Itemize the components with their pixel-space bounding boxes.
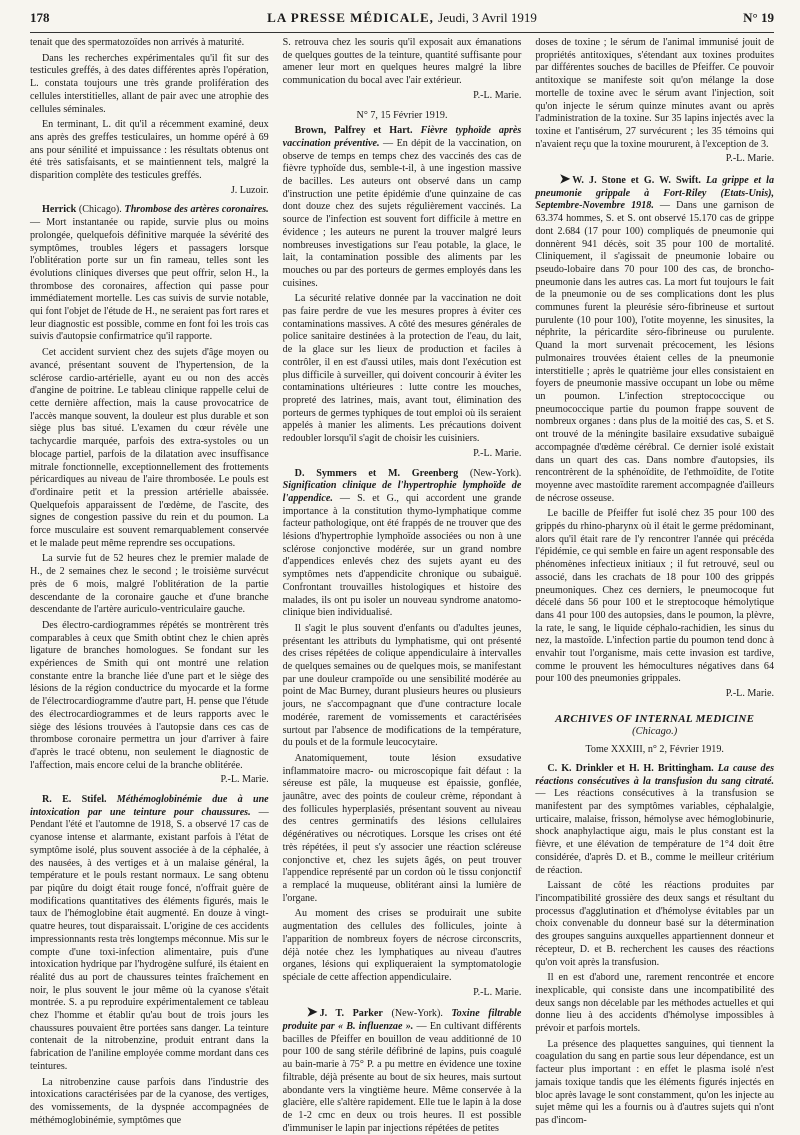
paragraph: Il s'agit le plus souvent d'enfants ou d'adultes jeunes, présentant les attributs du lymphatisme, qui ont présenté des crises répétées de colique appendiculaire à intervalles de quelques semaines ou de quelques mois, se manifestant par une douleur crampoïde ou une sensibilité modérée au point de Mac Burney, durant plusieurs heures ou plusieurs jours, ne s'accompagnant que d'une contracture locale modérée, rarement de vomissements et caractérisées surtout par l'absence de modifications de la température, du pouls et de la formule leucocytaire. xyxy=(282,622,522,749)
paragraph: La sécurité relative donnée par la vaccination ne doit pas faire perdre de vue les mesures propres à éviter ces contaminations massives. A côté des mesures générales de police sanitaire destinées à la protection de l'eau, du lait, de la glace sur les lieux de production et faciles à contrôler, il en est d'aussi utiles, mais dont l'exécution est plus difficile à surveiller, qui doivent concourir à éviter les contaminations ultérieures : lutte contre les mouches, propreté des latrines, mais, avant tout, élimination des porteurs de germes typhiques de tout emploi où ils seraient appelés à manier les aliments. Les précautions doivent redoubler lorsqu'il s'agit de choisir les cuisiniers. xyxy=(282,293,522,445)
signature: P.-L. Marie. xyxy=(725,688,775,700)
article-author: J. T. Parker xyxy=(319,1008,383,1020)
article-title: Méthémoglobinémie due à une intoxication par une teinture pour chaussures. xyxy=(30,794,269,818)
paragraph: Il en est d'abord une, rarement rencontrée et encore inexplicable, qui consiste dans une incompatibilité des deux sangs non décelable par les méthodes actuelles et qui donne lieu à des accidents d'hémolyse impossibles à prévoir et parfois mortels. xyxy=(535,972,775,1035)
article-author: C. K. Drinkler et H. H. Brittingham. xyxy=(547,762,714,774)
paragraph: doses de toxine ; le sérum de l'animal immunisé jouit de propriétés antitoxiques, s'étendant aux toxines produites par différentes souches de bacilles de Pfeiffer. Ce pouvoir antitoxique se manifeste soit qu'on mélange la dose mortelle de toxine avec le sérum avant l'injection, soit qu'on injecte le sérum quinze minutes avant ou après l'administration de la toxine. Sur 35 lapins injectés avec la toxine et l'antisérum, 27 survécurent ; les 35 témoins qui n'avaient reçu que la toxine moururent, à l'exception de 3. xyxy=(535,37,775,150)
article-text: — En cultivant différents bacilles de Pfeiffer en bouillon de veau additionné de 10 pour 100 de sang stérile défibriné de lapins, puis coagulé au bain-marie à 75° P. a pu mettre en évidence une toxine filtrable, déjà présente au bout de six heures, mais surtout abondante vers la vingtième heure. Même conservée à la glacière, elle s'altère rapidement. Elle tue le lapin à la dose de 1-2 cmc en deux ou trois heures. Il est possible d'immuniser le lapin par injections répétées de petites xyxy=(282,1021,522,1134)
paragraph: La nitrobenzine cause parfois dans l'industrie des intoxications caractérisées par de la cyanose, des vertiges, des vomissements, de la dyspnée accompagnées de méthémoglobinémie, symptômes que xyxy=(30,1076,269,1126)
paragraph: La survie fut de 52 heures chez le premier malade de H., de 2 semaines chez le second ; le troisième survécut près de 6 mois, malgré l'oblitération de la partie descendante de la coronaire gauche et d'une branche descendante de l'artère auriculo-ventriculaire gauche. xyxy=(30,553,269,616)
article-brown xyxy=(283,125,522,290)
paragraph: Anatomiquement, toute lésion exsudative inflammatoire macro- ou microscopique fait défaut : la séreuse est pâle, la muqueuse est épaissie, gonflée, jaunâtre, avec des points de couleur crème, répondant à des follicules hyperplasiés, présentant souvent au niveau des centres germinatifs des lésions cellulaires dégénératives ou nécrotiques. Lorsque les crises ont été très répétées, il peut s'y associer une réaction scléreuse conjonctive et, chez les sujets âgés, on peut trouver l'appendice représenté par un cordon où le tissu conjonctif a remplacé la muqueuse, oblitérant ainsi la lumière de l'organe. xyxy=(282,752,522,904)
section-journal-title: ARCHIVES OF INTERNAL MEDICINE xyxy=(555,712,755,725)
column-left xyxy=(30,37,269,1126)
section-journal-place: (Chicago.) xyxy=(632,725,678,737)
columns xyxy=(30,37,775,1134)
article-place: (Chicago). xyxy=(76,204,125,216)
article-title: La cause des réactions consécutives à la transfusion du sang citraté. xyxy=(535,762,775,787)
article-title: Thrombose des artères coronaires. xyxy=(124,204,269,216)
article-place: (New-York). xyxy=(458,467,522,479)
tome-line: Tome XXXIII, n° 2, Février 1919. xyxy=(585,744,724,756)
issue-date: Jeudi, 3 Avril 1919 xyxy=(438,10,537,25)
column-right xyxy=(535,37,775,1126)
article-text: — Pendant l'été et l'automne de 1918, S. a observé 17 cas de cyanose intense et alarmante, existant parfois à l'état de symptôme isolé, plus souvent associée à de la céphalée, à des nausées, à des vertiges et à un malaise général, la température et le pouls restant normaux. Le sang obtenu par piqûre du doigt était rouge foncé, n'offrait guère de modifications quantitatives des éléments figurés, mais le taux de l'hémoglobine était augmenté. En douze à vingt-quatre heures, tout disparaissait. L'origine de ces accidents impressionnants resta très longtemps méconnue. Mis sur le compte d'une toxi-infection alimentaire, puis d'une intoxication hydrique par l'hydrogène sulfuré, ils étaient en réalité dus au port de chaussures teintes fraîchement en noir, le plus souvent le jour même où la cyanose s'était montrée. S. a pu reproduire expérimentalement ce tableau chez l'homme et établir qu'au bout de trois jours les chaussures pouvaient être portées sans danger. La teinture contenait de la nitrobenzine, produit entrant dans la fabrication de l'aniline employée comme mordant dans ces teintures. xyxy=(30,806,269,1072)
article-place: (New-York). xyxy=(382,1008,452,1020)
signature: P.-L. Marie. xyxy=(473,447,522,459)
paragraph: Laissant de côté les réactions produites par l'incompatibilité grossière des deux sangs et résultant du processus d'agglutination et d'hémolyse évitables par un choix convenable du donneur basé sur la détermination des groupes sanguins auxquelles appartiennent donneur et récepteur, D. et B. recherchent les causes des réactions qu'on voit après la transfusion. xyxy=(535,880,775,968)
paragraph: La présence des plaquettes sanguines, qui tiennent la coagulation du sang en partie sous leur dépendance, est un facteur plus important : en effet le plasma isolé n'est jamais toxique tandis que les éléments figurés injectés en bloc après lavage le sont constamment, qu'on les injecte au sujet même qui les a fournis ou à d'autres sujets qui n'ont pas d'incom- xyxy=(535,1038,775,1126)
journal-title xyxy=(110,10,694,26)
page-number: 178 xyxy=(30,10,50,25)
article-title: Toxine filtrable produite par « B. influenzae ». xyxy=(282,1008,522,1033)
paragraph: Dans les recherches expérimentales qu'il fit sur des testicules greffés, à des dates différentes après l'opération, L. constata toujours une très grande prolifération des cellules interstitielles, allant de pair avec une atrophie des cellules séminales. xyxy=(30,52,269,115)
article-text: — Mort instantanée ou rapide, survie plus ou moins prolongée, quelquefois définitive marquée la sévérité des symptômes, troubles légers et passagers lorsque l'oblitération porte sur un fin rameau, telles sont les évolutions cliniques diverses que peut offrir, selon H., la thrombose des coronaires, affection qui passe pour immédiatement mortelle. Les cas suivis de survie notable, qui font l'objet de l'étude de H., ne seraient pas fort rares et leur diagnostic est possible, comme en font foi les trois cas suivis d'autopsie confirmatrice qu'il rapporte. xyxy=(30,217,269,343)
article-title: La grippe et la pneumonie grippale à Fort-Riley (Etats-Unis), Septembre-Novembre 1918. xyxy=(535,175,775,212)
paragraph: Cet accident survient chez des sujets d'âge moyen ou avancé, présentant souvent de l'hypertension, de la sclérose cardio-artérielle, ayant eu ou non des accès d'angine de poitrine. Le tableau clinique rappelle celui de cette dernière affection, mais la cause provocatrice de l'accès manque souvent, la douleur est plus durable et son siège plus bas situé. L'examen du cœur révèle une tachycardie marquée, parfois des extra-systoles ou un blocage partiel, parfois de la dilatation avec insuffisance mitrale fonctionnelle, exceptionnellement des frottements péricardiques au niveau de l'aire thrombosée. Le pouls est d'ordinaire petit et la pression artérielle abaissée. Quelquefois apparaissent de l'œdème, de l'ascite, des signes de congestion passive du rein et du poumon. La force musculaire est souvent remarquablement conservée et le malade peut même reprendre ses occupations. xyxy=(30,347,269,549)
article-text: — Dans une garnison de 63.374 hommes, S. et S. ont observé 15.170 cas de grippe dont 2.684 (17 pour 100) compliqués de pneumonie qui donnèrent 941 décès, soit 35 pour 100 de mortalité. Cliniquement, il s'agissait de pneumonie lobaire ou pseudo-lobaire dans 70 pour 100 des cas, de broncho-pneumonie dans les autres cas. La mort fut toujours le fait de la pneumonie ou de ses complications dont les plus communes furent la pleurésie séro-fibrineuse et surtout purulente (10 pour 100), l'otite moyenne, les sinusites, la néphrite, la péricardite séro-fibrineuse ou purulente. Quand la mort survenait précocement, les lésions pulmonaires trouvées étaient celles de la pneumonie interstitielle ; après le quatrième jour elles consistaient en foyers de pneumonie massive occupant un lobe ou même un poumon. L'infection streptococcique ou pneumococcique partie du poumon frappe souvent de nombreux organes : dans plus de la moitié des cas, S. et S. ont trouvé de la méningite basilaire exsudative subaiguë accompagnée d'œdème cérébral. Ce dernier isolé existait dans un quart des cas. Dans nombre d'autopsies, ils rencontrèrent de la sphénoïdite, de l'ethmoïdite, de l'otite moyenne avec mastoïdite rarement accompagnée d'ailleurs de nécrose osseuse. xyxy=(535,200,775,504)
article-text: — En dépit de la vaccination, on observe de temps en temps chez des vaccinés des cas de fièvre typhoïde dus, semble-t-il, à une ingestion massive de bacilles. Les auteurs ont observé dans un camp d'instruction une petite épidémie d'une quinzaine de cas dont douze chez des sujets régulièrement vaccinés. La source de l'infection est souvent fort difficile à mettre en évidence ; les auteurs ne purent la trouver malgré leurs nombreuses investigations sur l'eau potable, la glace, le lait, la contamination possible des aliments par les mouches ou par des porteurs de germes employés dans les cuisines. xyxy=(282,137,522,289)
article-author: Herrick xyxy=(42,204,77,216)
paragraph: Le bacille de Pfeiffer fut isolé chez 35 pour 100 des grippés du rhino-pharynx où il était le germe prédominant, alors qu'il était rare de l'y rencontrer l'année qui précéda l'épidémie, ce qui semble en faire un agent responsable des phénomènes infectieux initiaux ; il fut retrouvé, seul ou associé, dans les crachats de 18 pour 100 des grippés pneumoniques. Chez ces derniers, le pneumocoque fut décelé dans 56 pour 100 et le streptocoque hémolytique dans 41 pour 100 des autopsies, dans le poumon, la plèvre, la rate, le sang, le liquide céphalo-rachidien, les sinus du nez, la mastoïde. L'infection partie du poumon tend donc à envahir tout l'organisme, mais cette invasion est tardive, comme le prouvent les hémocultures négatives dans 64 pour 100 des pneumonies grippales. xyxy=(535,508,775,685)
article-title: Signification clinique de l'hypertrophie lymphoïde de l'appendice. xyxy=(282,480,522,504)
signature: P.-L. Marie. xyxy=(220,774,269,786)
article-drinkler xyxy=(535,763,774,877)
signature: P.-L. Marie. xyxy=(473,89,522,101)
margin-arrow-icon: ➤ xyxy=(559,171,571,187)
article-symmers xyxy=(283,468,522,620)
paragraph: Au moment des crises se produirait une subite augmentation des cellules des follicules, jointe à l'apparition de nombreux foyers de nécrose circonscrits, déjà notée chez les lymphatiques au niveau d'autres organes, lésions qui expliqueraient la symptomatologie spéciale de cette affection appendiculaire. xyxy=(282,908,522,983)
page-header xyxy=(30,10,774,33)
article-text: — Les réactions consécutives à la transfusion se manifestent par des symptômes variables, céphalalgie, urticaire, malaise, frisson, hémolyse avec hémoglobinurie, shock anaphylactique aigu, mais le plus constant est la fièvre, et une élévation de température de 1°4 doit être considérée, d'après D. et B., comme le meilleur critérium de réaction. xyxy=(535,788,775,876)
article-herrick xyxy=(30,204,269,344)
issue-line: N° 7, 15 Février 1919. xyxy=(356,109,448,121)
article-author: D. Symmers et M. Greenberg xyxy=(294,467,459,479)
article-text: — S. et G., qui accordent une grande importance à la constitution thymo-lymphatique comme facteur pathologique, ont été frappés de ne trouver que des lésions d'hypertrophie lymphoïde associées ou non à une sclérose conjonctive modérée, sur un grand nombre d'appendices enlevés chez des sujets ayant eu des symptômes nets d'appendicite chronique ou subaiguë. Confrontant trouvailles histologiques et histoire des malades, ils ont pu isoler un nouveau syndrome anatomo-clinique bien individualisé. xyxy=(282,492,522,619)
paragraph: S. retrouva chez les souris qu'il exposait aux émanations de quelques gouttes de la teinture, quantité suffisante pour amener leur mort en quelques heures malgré la libre communication du bocal avec l'air extérieur. xyxy=(282,37,522,87)
signature: P.-L. Marie. xyxy=(473,986,522,998)
article-title: Fièvre typhoïde après vaccination préventive. xyxy=(282,125,522,149)
paragraph: En terminant, L. dit qu'il a récemment examiné, deux ans après des greffes testiculaires, un homme opéré à 69 ans pour sénilité et impuissance : les résultats obtenus ont été très satisfaisants, et se maintiennent tels, malgré la disparition complète des testicules greffés. xyxy=(30,119,269,182)
signature: J. Luzoir. xyxy=(230,184,269,196)
article-stifel xyxy=(30,794,269,1073)
article-stone xyxy=(535,173,774,505)
article-author: W. J. Stone et G. W. Swift. xyxy=(572,175,701,187)
signature: P.-L. Marie. xyxy=(725,153,775,165)
margin-arrow-icon: ➤ xyxy=(306,1004,318,1020)
journal-name: LA PRESSE MÉDICALE, xyxy=(267,10,434,25)
paragraph: tenait que des spermatozoïdes non arrivés à maturité. xyxy=(30,37,245,48)
issue-number: N° 19 xyxy=(743,10,774,25)
paragraph: Des électro-cardiogrammes répétés se montrèrent très comparables à ceux que Smith obtint chez le chien après ligature de branches homologues. Se fondant sur les expériences de Smith qui ont montré une relation constante entre la branche liée d'une part et le siège des lésions de la région conductrice du myocarde et la forme de l'électrocardiogramme d'autre part, H. pense que l'étude des électrocardiogrammes et de leurs rapports avec le siège des lésions trouvées à l'autopsie dans ces cas de thrombose coronaire permettra un jour d'arriver à faire d'après le tracé obtenu, non seulement le diagnostic de l'affection, mais encore celui de la branche oblitérée. xyxy=(30,619,269,771)
article-parker xyxy=(283,1006,522,1135)
article-author: R. E. Stifel. xyxy=(42,794,107,806)
article-author: Brown, Palfrey et Hart. xyxy=(294,125,413,137)
column-middle xyxy=(282,37,522,1134)
